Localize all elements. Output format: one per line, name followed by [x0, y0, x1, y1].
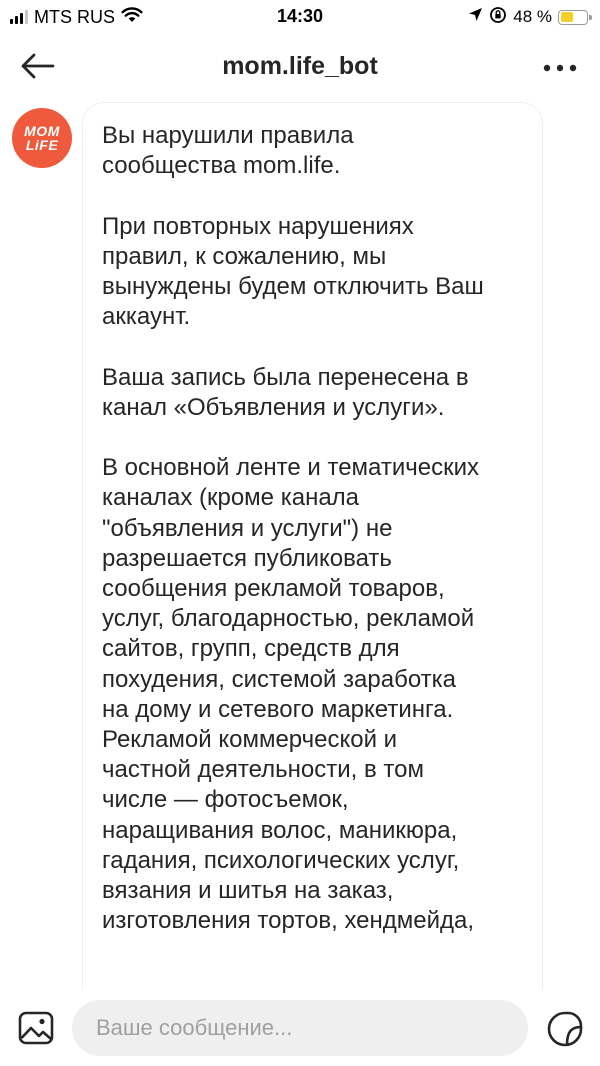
battery-percent: 48 %: [513, 7, 552, 26]
more-options-button[interactable]: [540, 52, 580, 84]
chat-header: [0, 36, 600, 100]
avatar[interactable]: [12, 108, 72, 168]
status-right: [468, 5, 588, 29]
location-arrow-icon: [468, 7, 483, 27]
status-time: 14:30: [276, 6, 324, 26]
status-bar: [0, 0, 600, 36]
avatar-logo-line1: MOM: [24, 123, 60, 139]
message-text: Вы нарушили правила сообщества mom.life. При повторных нарушениях правил, к сожалению, мы вынуждены будем отключить Ваш аккаунт. Ваша запись была перенесена в канал «Объявления и услуги». В основной ленте и тематических каналах (кроме канала "объявления и услуги") не разрешается публиковать сообщения рекламой товаров, услуг, благодарностью, рекламой сайтов, групп, средств для похудения, системой заработка на дому и сетевого маркетинга. Рекламой коммерческой и частной деятельности, в том числе — фотосъемок, наращивания волос, маникюра, гадания, психологических услуг, вязания и шитья на заказ, изготовления тортов, хендмейда,: [102, 122, 484, 935]
message-composer: [0, 990, 600, 1066]
chat-thread[interactable]: [0, 100, 600, 990]
battery-icon: [558, 10, 588, 25]
gallery-button[interactable]: [18, 1010, 54, 1046]
chat-title[interactable]: mom.life_bot: [222, 52, 378, 80]
gallery-icon: [18, 1033, 54, 1050]
message-bubble[interactable]: [82, 102, 543, 990]
message-input[interactable]: [72, 1000, 528, 1056]
battery-fill: [561, 12, 573, 22]
sticker-icon: [546, 1035, 584, 1052]
avatar-logo-line2: LiFE: [25, 137, 59, 153]
carrier-name: MTS RUS: [34, 6, 115, 27]
sticker-button[interactable]: [546, 1010, 584, 1048]
more-horizontal-icon: [543, 59, 577, 77]
orientation-lock-icon: [489, 6, 507, 29]
